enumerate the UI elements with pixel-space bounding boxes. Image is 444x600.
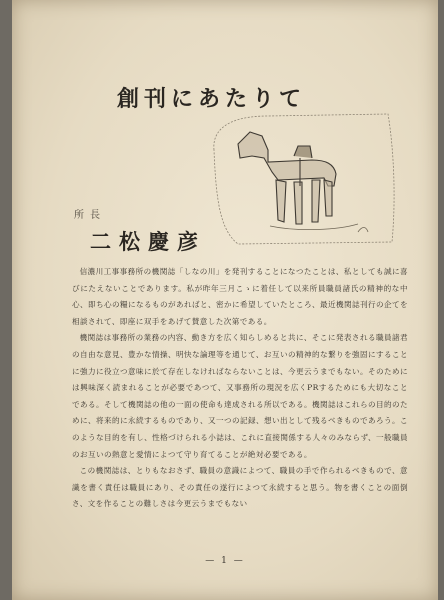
author-role: 所長 [74, 210, 106, 221]
paragraph: 機関誌は事務所の業務の内容、動き方を広く知らしめると共に、そこに発表される職員諸君の自由な意見、豊かな情操、明快な論理等を通じて、お互いの精神的な繋りを強固にすることに強力に役立つ意味に於て存在しなければならないことは、今更云うまでもない。そのためには興味深く読まれることが必要であつて、又事務所の現況を広くPRするためにも大切なことである。そして機関誌の他の一面の使命も達成される所以である。機関誌はこれらの目的のために、将来的に永続するものであり、又一つの記録、想い出として残るべきものであろう。このような目的を有し、性格づけられる小誌は、これに直接関係する人々のみならず、一般職員のお互いの熱意と愛情によつて守り育てることが絶対必要である。 [72, 333, 408, 459]
page-title: 創刊にあたりて [117, 86, 307, 112]
document-page [12, 0, 438, 600]
author-name: 二松慶彦 [90, 229, 206, 254]
paragraph: この機関誌は、とりもなおさず、職員の意識によつて、職員の手で作られるべきもので、意識を書く責任は職員にあり、その責任の遂行によつて永続すると思う。物を書くことの面倒さ、文を作ることの難しさは今更云うまでもない [72, 466, 408, 509]
paragraph: 信濃川工事事務所の機関誌「しなの川」を発刊することになつたことは、私としても誠に喜びにたえないことであります。私が昨年三月こゝに着任して以来所員職員諸氏の精神的な中心、即ち心の糧になるものがあればと、密かに希望していたところ、最近機関誌刊行の企てを相談されて、即座に双手をあげて賛意した次第である。 [72, 267, 408, 326]
article-body [72, 264, 408, 513]
clay-horse-illustration [208, 110, 398, 250]
page-number: — 1 — [205, 556, 245, 566]
